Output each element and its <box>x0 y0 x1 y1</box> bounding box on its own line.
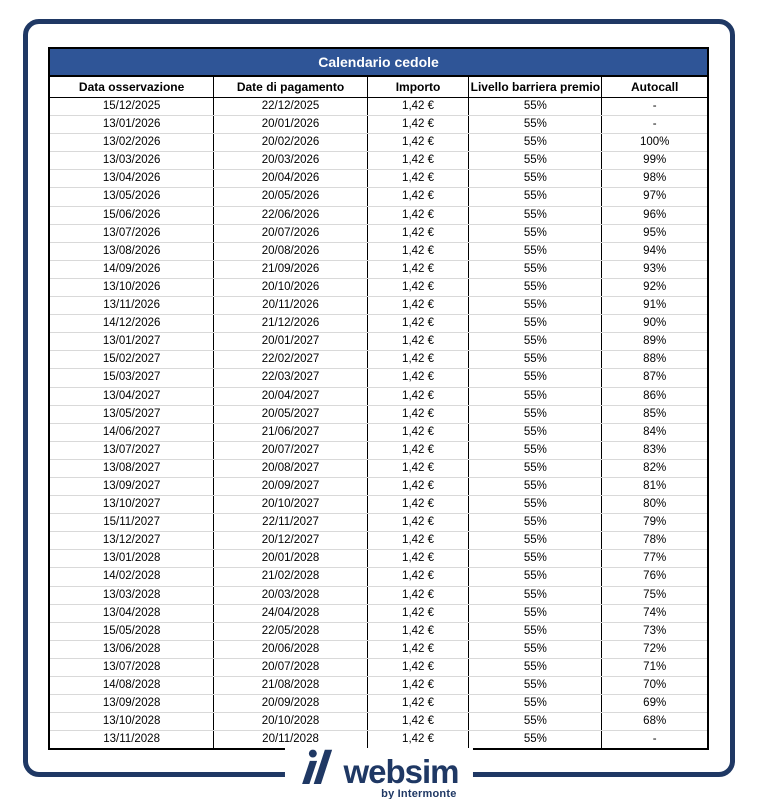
table-cell: 97% <box>602 188 708 206</box>
table-cell: 13/08/2027 <box>49 459 214 477</box>
table-cell: 1,42 € <box>367 550 468 568</box>
table-cell: 13/10/2027 <box>49 496 214 514</box>
table-cell: 55% <box>469 152 602 170</box>
table-row <box>49 315 708 333</box>
table-cell: 20/10/2026 <box>214 278 368 296</box>
table-cell: 96% <box>602 206 708 224</box>
table-row <box>49 188 708 206</box>
table-cell: 1,42 € <box>367 514 468 532</box>
table-cell: 20/08/2027 <box>214 459 368 477</box>
table-cell: 14/12/2026 <box>49 315 214 333</box>
table-cell: 13/12/2027 <box>49 532 214 550</box>
table-cell: 100% <box>602 134 708 152</box>
table-cell: 1,42 € <box>367 640 468 658</box>
table-cell: 55% <box>469 568 602 586</box>
table-cell: 20/10/2028 <box>214 713 368 731</box>
table-cell: 20/07/2026 <box>214 224 368 242</box>
table-cell: 95% <box>602 224 708 242</box>
table-cell: 98% <box>602 170 708 188</box>
calendar-table <box>48 47 709 750</box>
table-cell: 1,42 € <box>367 224 468 242</box>
table-cell: 1,42 € <box>367 532 468 550</box>
table-cell: 1,42 € <box>367 731 468 750</box>
table-cell: 1,42 € <box>367 387 468 405</box>
table-cell: 22/06/2026 <box>214 206 368 224</box>
table-cell: 70% <box>602 677 708 695</box>
table-cell: 1,42 € <box>367 260 468 278</box>
table-cell: 77% <box>602 550 708 568</box>
table-cell: 22/02/2027 <box>214 351 368 369</box>
table-cell: 72% <box>602 640 708 658</box>
table-cell: 20/03/2026 <box>214 152 368 170</box>
table-cell: 55% <box>469 278 602 296</box>
table-row <box>49 242 708 260</box>
table-cell: 1,42 € <box>367 604 468 622</box>
table-cell: 55% <box>469 116 602 134</box>
table-cell: 13/11/2028 <box>49 731 214 750</box>
table-row <box>49 206 708 224</box>
table-cell: 1,42 € <box>367 170 468 188</box>
table-cell: 75% <box>602 586 708 604</box>
table-cell: 71% <box>602 658 708 676</box>
table-cell: 83% <box>602 441 708 459</box>
table-cell: 55% <box>469 622 602 640</box>
table-cell: 20/04/2027 <box>214 387 368 405</box>
table-cell: 55% <box>469 640 602 658</box>
table-cell: 85% <box>602 405 708 423</box>
table-cell: 89% <box>602 333 708 351</box>
table-cell: 1,42 € <box>367 152 468 170</box>
table-cell: 20/09/2027 <box>214 477 368 495</box>
table-cell: 14/09/2026 <box>49 260 214 278</box>
table-cell: 22/05/2028 <box>214 622 368 640</box>
table-cell: 15/06/2026 <box>49 206 214 224</box>
table-cell: 1,42 € <box>367 188 468 206</box>
table-row <box>49 369 708 387</box>
table-cell: 22/11/2027 <box>214 514 368 532</box>
table-cell: 21/12/2026 <box>214 315 368 333</box>
table-cell: 1,42 € <box>367 713 468 731</box>
table-cell: 13/07/2026 <box>49 224 214 242</box>
table-cell: 55% <box>469 170 602 188</box>
table-cell: 13/04/2027 <box>49 387 214 405</box>
table-row <box>49 677 708 695</box>
table-cell: 13/09/2028 <box>49 695 214 713</box>
table-cell: 55% <box>469 405 602 423</box>
table-cell: 21/02/2028 <box>214 568 368 586</box>
table-cell: 93% <box>602 260 708 278</box>
table-cell: 1,42 € <box>367 369 468 387</box>
table-cell: 1,42 € <box>367 116 468 134</box>
table-cell: 55% <box>469 242 602 260</box>
table-cell: 55% <box>469 514 602 532</box>
table-cell: 13/03/2028 <box>49 586 214 604</box>
table-cell: 20/06/2028 <box>214 640 368 658</box>
table-cell: 20/11/2028 <box>214 731 368 750</box>
table-cell: 1,42 € <box>367 677 468 695</box>
table-cell: 22/03/2027 <box>214 369 368 387</box>
table-cell: 13/03/2026 <box>49 152 214 170</box>
table-cell: 13/07/2027 <box>49 441 214 459</box>
table-cell: 13/04/2028 <box>49 604 214 622</box>
table-cell: 1,42 € <box>367 98 468 116</box>
table-cell: 1,42 € <box>367 586 468 604</box>
table-cell: 55% <box>469 459 602 477</box>
table-row <box>49 297 708 315</box>
column-header: Autocall <box>602 76 708 98</box>
table-cell: 55% <box>469 387 602 405</box>
websim-tagline: by Intermonte <box>381 788 457 799</box>
table-cell: 20/05/2026 <box>214 188 368 206</box>
table-header-row <box>49 76 708 98</box>
table-cell: 55% <box>469 134 602 152</box>
table-cell: 55% <box>469 496 602 514</box>
table-cell: 13/04/2026 <box>49 170 214 188</box>
table-cell: 1,42 € <box>367 496 468 514</box>
table-cell: 13/05/2026 <box>49 188 214 206</box>
table-row <box>49 260 708 278</box>
table-row <box>49 333 708 351</box>
table-cell: 20/10/2027 <box>214 496 368 514</box>
table-cell: 15/02/2027 <box>49 351 214 369</box>
table-cell: 55% <box>469 297 602 315</box>
table-cell: 14/06/2027 <box>49 423 214 441</box>
table-cell: 55% <box>469 351 602 369</box>
table-cell: 1,42 € <box>367 134 468 152</box>
table-cell: 55% <box>469 695 602 713</box>
table-title-row <box>49 48 708 76</box>
table-cell: 55% <box>469 477 602 495</box>
table-cell: 80% <box>602 496 708 514</box>
table-cell: 21/08/2028 <box>214 677 368 695</box>
table-cell: 14/02/2028 <box>49 568 214 586</box>
table-cell: 55% <box>469 586 602 604</box>
table-cell: 94% <box>602 242 708 260</box>
table-row <box>49 550 708 568</box>
table-cell: 88% <box>602 351 708 369</box>
table-cell: 1,42 € <box>367 423 468 441</box>
table-cell: 21/06/2027 <box>214 423 368 441</box>
table-cell: 22/12/2025 <box>214 98 368 116</box>
table-cell: 20/03/2028 <box>214 586 368 604</box>
table-row <box>49 224 708 242</box>
table-cell: 86% <box>602 387 708 405</box>
table-cell: 20/11/2026 <box>214 297 368 315</box>
table-cell: 55% <box>469 677 602 695</box>
table-cell: 13/10/2028 <box>49 713 214 731</box>
websim-wordmark: websim <box>343 752 459 790</box>
table-row <box>49 514 708 532</box>
table-cell: 20/05/2027 <box>214 405 368 423</box>
table-cell: 55% <box>469 731 602 750</box>
table-cell: 99% <box>602 152 708 170</box>
table-cell: 55% <box>469 98 602 116</box>
table-cell: 55% <box>469 260 602 278</box>
table-cell: 78% <box>602 532 708 550</box>
table-cell: 55% <box>469 315 602 333</box>
table-cell: 1,42 € <box>367 315 468 333</box>
table-cell: - <box>602 116 708 134</box>
table-cell: 74% <box>602 604 708 622</box>
table-cell: 1,42 € <box>367 622 468 640</box>
table-cell: 20/01/2028 <box>214 550 368 568</box>
websim-logo <box>284 748 472 799</box>
table-cell: 20/02/2026 <box>214 134 368 152</box>
table-cell: 69% <box>602 695 708 713</box>
table-cell: 1,42 € <box>367 206 468 224</box>
table-row <box>49 278 708 296</box>
table-cell: 84% <box>602 423 708 441</box>
table-cell: 15/11/2027 <box>49 514 214 532</box>
table-cell: 20/04/2026 <box>214 170 368 188</box>
column-header: Importo <box>367 76 468 98</box>
table-cell: 13/08/2026 <box>49 242 214 260</box>
table-cell: 14/08/2028 <box>49 677 214 695</box>
table-cell: 20/01/2026 <box>214 116 368 134</box>
table-cell: 55% <box>469 224 602 242</box>
table-row <box>49 98 708 116</box>
table-cell: 55% <box>469 441 602 459</box>
table-cell: 20/07/2028 <box>214 658 368 676</box>
table-cell: 13/01/2028 <box>49 550 214 568</box>
table-cell: 1,42 € <box>367 658 468 676</box>
table-cell: 21/09/2026 <box>214 260 368 278</box>
table-row <box>49 423 708 441</box>
table-row <box>49 604 708 622</box>
table-cell: 20/09/2028 <box>214 695 368 713</box>
table-row <box>49 116 708 134</box>
table-cell: 24/04/2028 <box>214 604 368 622</box>
table-cell: 1,42 € <box>367 477 468 495</box>
table-cell: 1,42 € <box>367 695 468 713</box>
table-cell: 13/01/2026 <box>49 116 214 134</box>
table-cell: 55% <box>469 532 602 550</box>
table-row <box>49 152 708 170</box>
column-header: Date di pagamento <box>214 76 368 98</box>
table-cell: 79% <box>602 514 708 532</box>
column-header: Data osservazione <box>49 76 214 98</box>
table-cell: 55% <box>469 550 602 568</box>
table-cell: 13/10/2026 <box>49 278 214 296</box>
table-row <box>49 170 708 188</box>
table-cell: 13/06/2028 <box>49 640 214 658</box>
table-cell: 1,42 € <box>367 278 468 296</box>
table-row <box>49 496 708 514</box>
table-cell: 68% <box>602 713 708 731</box>
table-row <box>49 658 708 676</box>
table-cell: 55% <box>469 658 602 676</box>
table-cell: 20/07/2027 <box>214 441 368 459</box>
table-cell: - <box>602 731 708 750</box>
table-row <box>49 568 708 586</box>
table-cell: 55% <box>469 206 602 224</box>
table-cell: 55% <box>469 333 602 351</box>
table-cell: 55% <box>469 188 602 206</box>
table-row <box>49 477 708 495</box>
table-cell: 1,42 € <box>367 441 468 459</box>
table-cell: 82% <box>602 459 708 477</box>
table-row <box>49 622 708 640</box>
table-cell: 1,42 € <box>367 297 468 315</box>
table-row <box>49 695 708 713</box>
table-row <box>49 731 708 750</box>
table-cell: 55% <box>469 713 602 731</box>
table-cell: 90% <box>602 315 708 333</box>
table-cell: 55% <box>469 369 602 387</box>
table-cell: 13/01/2027 <box>49 333 214 351</box>
table-row <box>49 640 708 658</box>
table-row <box>49 586 708 604</box>
table-cell: 20/08/2026 <box>214 242 368 260</box>
table-cell: 1,42 € <box>367 351 468 369</box>
table-cell: 87% <box>602 369 708 387</box>
websim-logo-row <box>298 748 459 790</box>
table-row <box>49 134 708 152</box>
table-cell: 1,42 € <box>367 242 468 260</box>
table-row <box>49 351 708 369</box>
table-cell: 1,42 € <box>367 405 468 423</box>
table-cell: 73% <box>602 622 708 640</box>
table-cell: 81% <box>602 477 708 495</box>
table-cell: 55% <box>469 423 602 441</box>
table-cell: 13/09/2027 <box>49 477 214 495</box>
coupon-calendar-table <box>48 47 709 750</box>
table-cell: 13/11/2026 <box>49 297 214 315</box>
websim-double-slash-icon <box>298 748 336 784</box>
table-cell: 20/01/2027 <box>214 333 368 351</box>
table-row <box>49 532 708 550</box>
table-cell: 1,42 € <box>367 568 468 586</box>
table-cell: 13/07/2028 <box>49 658 214 676</box>
column-header: Livello barriera premio <box>469 76 602 98</box>
table-cell: 1,42 € <box>367 459 468 477</box>
table-row <box>49 459 708 477</box>
table-cell: 15/05/2028 <box>49 622 214 640</box>
table-cell: 1,42 € <box>367 333 468 351</box>
table-row <box>49 387 708 405</box>
table-cell: 13/05/2027 <box>49 405 214 423</box>
table-row <box>49 405 708 423</box>
table-title: Calendario cedole <box>49 48 708 76</box>
table-cell: 55% <box>469 604 602 622</box>
table-cell: 20/12/2027 <box>214 532 368 550</box>
table-row <box>49 713 708 731</box>
table-cell: 92% <box>602 278 708 296</box>
table-cell: 13/02/2026 <box>49 134 214 152</box>
table-cell: 15/12/2025 <box>49 98 214 116</box>
table-cell: 76% <box>602 568 708 586</box>
table-row <box>49 441 708 459</box>
table-cell: 91% <box>602 297 708 315</box>
table-cell: - <box>602 98 708 116</box>
table-cell: 15/03/2027 <box>49 369 214 387</box>
